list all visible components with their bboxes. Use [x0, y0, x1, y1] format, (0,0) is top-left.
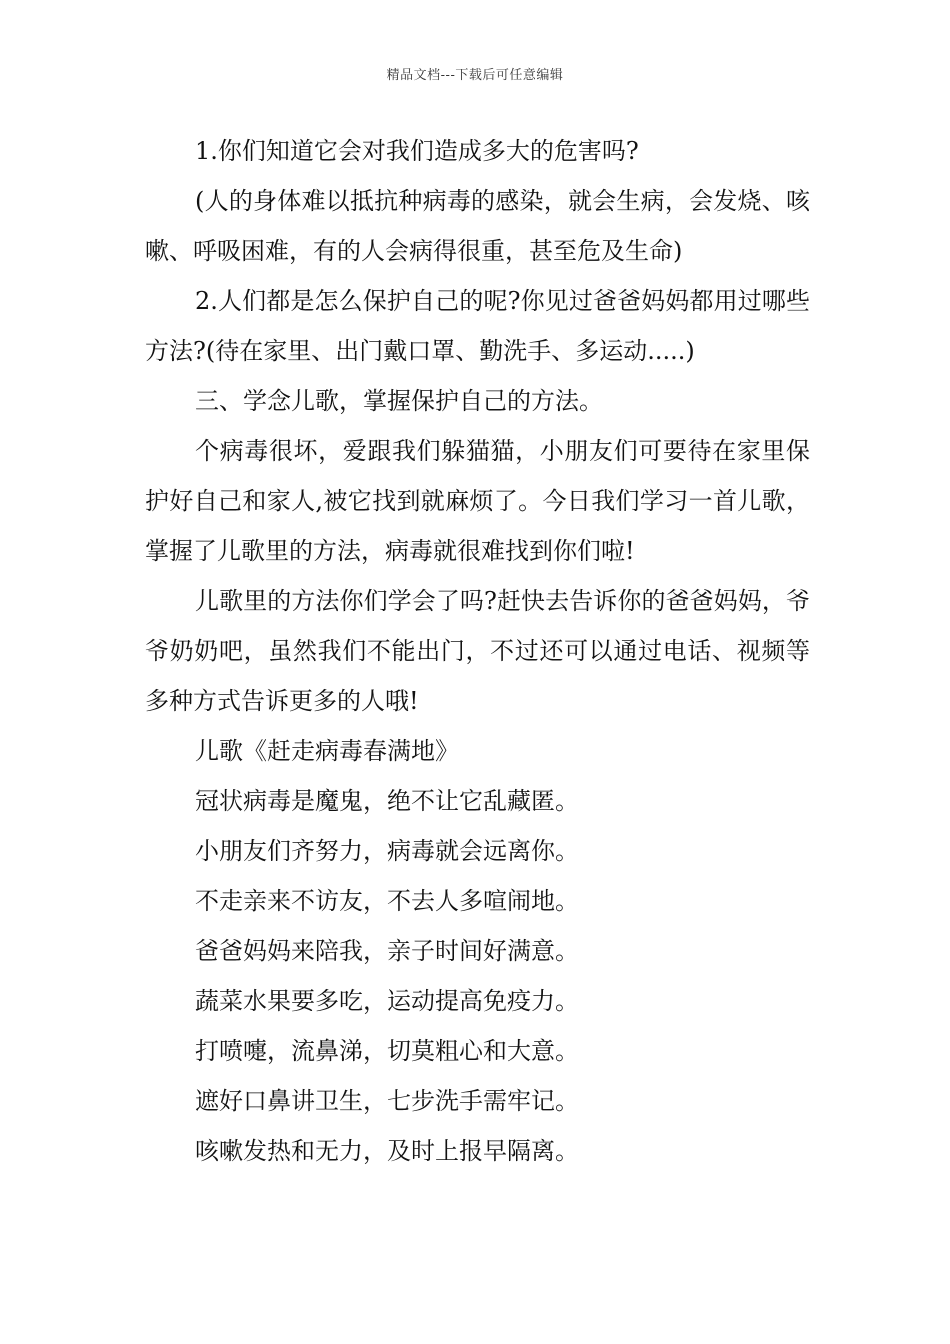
question-1: 1.你们知道它会对我们造成多大的危害吗?	[195, 137, 639, 165]
document-body	[145, 126, 810, 1176]
intro-paragraph: 个病毒很坏，爱跟我们躲猫猫，小朋友们可要待在家里保护好自己和家人,被它找到就麻烦了。今日我们学习一首儿歌，掌握了儿歌里的方法，病毒就很难找到你们啦!	[145, 437, 810, 565]
poem-line: 咳嗽发热和无力，及时上报早隔离。	[195, 1137, 579, 1165]
question-2: 2.人们都是怎么保护自己的呢?你见过爸爸妈妈都用过哪些方法?(待在家里、出门戴口罩、勤洗手、多运动.....)	[145, 287, 810, 365]
poem-line: 打喷嚏，流鼻涕，切莫粗心和大意。	[195, 1037, 579, 1065]
poem-line: 冠状病毒是魔鬼，绝不让它乱藏匿。	[195, 787, 579, 815]
poem-line: 小朋友们齐努力，病毒就会远离你。	[195, 837, 579, 865]
section-heading-3: 三、学念儿歌，掌握保护自己的方法。	[195, 387, 603, 415]
nursery-rhyme	[145, 726, 810, 1176]
poem-title: 儿歌《赶走病毒春满地》	[195, 737, 459, 765]
page-header: 精品文档---下载后可任意编辑	[386, 68, 564, 83]
poem-line: 爸爸妈妈来陪我，亲子时间好满意。	[195, 937, 579, 965]
poem-line: 蔬菜水果要多吃，运动提高免疫力。	[195, 987, 579, 1015]
answer-1: (人的身体难以抵抗种病毒的感染，就会生病，会发烧、咳嗽、呼吸困难，有的人会病得很重，甚至危及生命)	[145, 187, 810, 265]
instruction-paragraph: 儿歌里的方法你们学会了吗?赶快去告诉你的爸爸妈妈，爷爷奶奶吧，虽然我们不能出门，不过还可以通过电话、视频等多种方式告诉更多的人哦!	[145, 587, 810, 715]
poem-line: 遮好口鼻讲卫生，七步洗手需牢记。	[195, 1087, 579, 1115]
poem-line: 不走亲来不访友，不去人多喧闹地。	[195, 887, 579, 915]
